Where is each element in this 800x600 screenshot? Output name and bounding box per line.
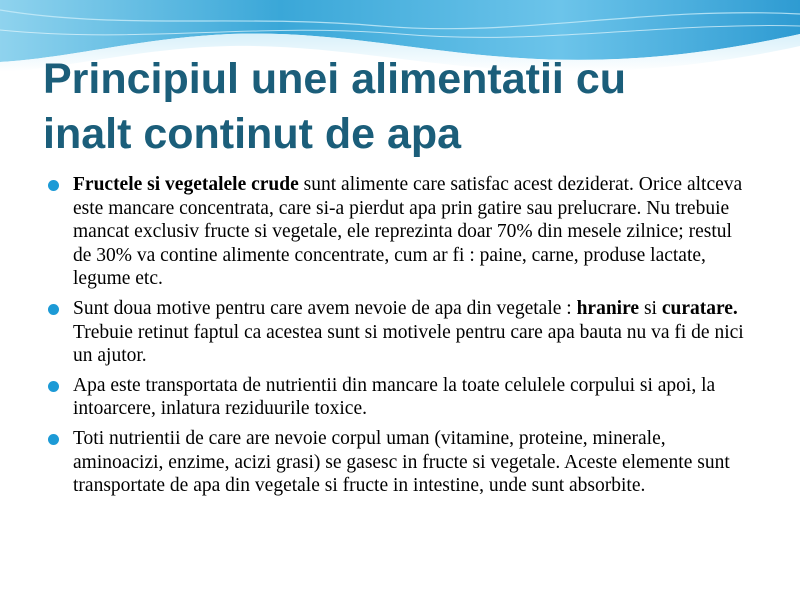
bullet-item-transport [48, 374, 748, 421]
bullet-dot-icon [48, 381, 59, 392]
bullet-item-motive [48, 297, 748, 368]
bullet-text: Sunt doua motive pentru care avem nevoie de apa din vegetale : [73, 297, 577, 319]
bullet-text: si [639, 297, 662, 319]
bullet-text: Apa este transportata de nutrientii din mancare la toate celulele corpului si apoi, la intoarcere, inlatura reziduurile toxice. [73, 374, 716, 420]
bullet-item-fructe [48, 173, 748, 291]
bullet-text: Trebuie retinut faptul ca acestea sunt si motivele pentru care apa bauta nu va fi de nici un ajutor. [73, 321, 744, 367]
bullet-dot-icon [48, 434, 59, 445]
bullet-text: Toti nutrientii de care are nevoie corpul uman (vitamine, proteine, minerale, aminoacizi, enzime, acizi grasi) se gasesc in fructe si vegetale. Aceste elemente sunt transportate de apa din vegetale si fructe in intestine, unde sunt absorbite. [73, 427, 730, 497]
bullet-bold-text: curatare. [661, 297, 738, 319]
bullet-dot-icon [48, 180, 59, 191]
bullet-dot-icon [48, 304, 59, 315]
slide-title [43, 52, 783, 162]
slide-title-line-2: inalt continut de apa [43, 110, 462, 158]
bullet-bold-text: Fructele si vegetalele crude [73, 174, 299, 195]
bullet-item-nutrienti [48, 427, 748, 498]
slide-title-line-1: Principiul unei alimentatii cu [43, 55, 626, 103]
bullet-text: sunt alimente care satisfac acest deziderat. Orice altceva este mancare concentrata, care si-a pierdut apa prin gatire sau prelucrare. Nu trebuie mancat exclusiv fructe si vegetale, ele reprezinta doar 70% din mesele zilnice; restul de 30% va contine alimente concentrate, cum ar fi : paine, carne, produse lactate, legume etc. [73, 174, 743, 290]
bullet-list [48, 173, 748, 504]
bullet-bold-text: hranire [576, 297, 640, 319]
